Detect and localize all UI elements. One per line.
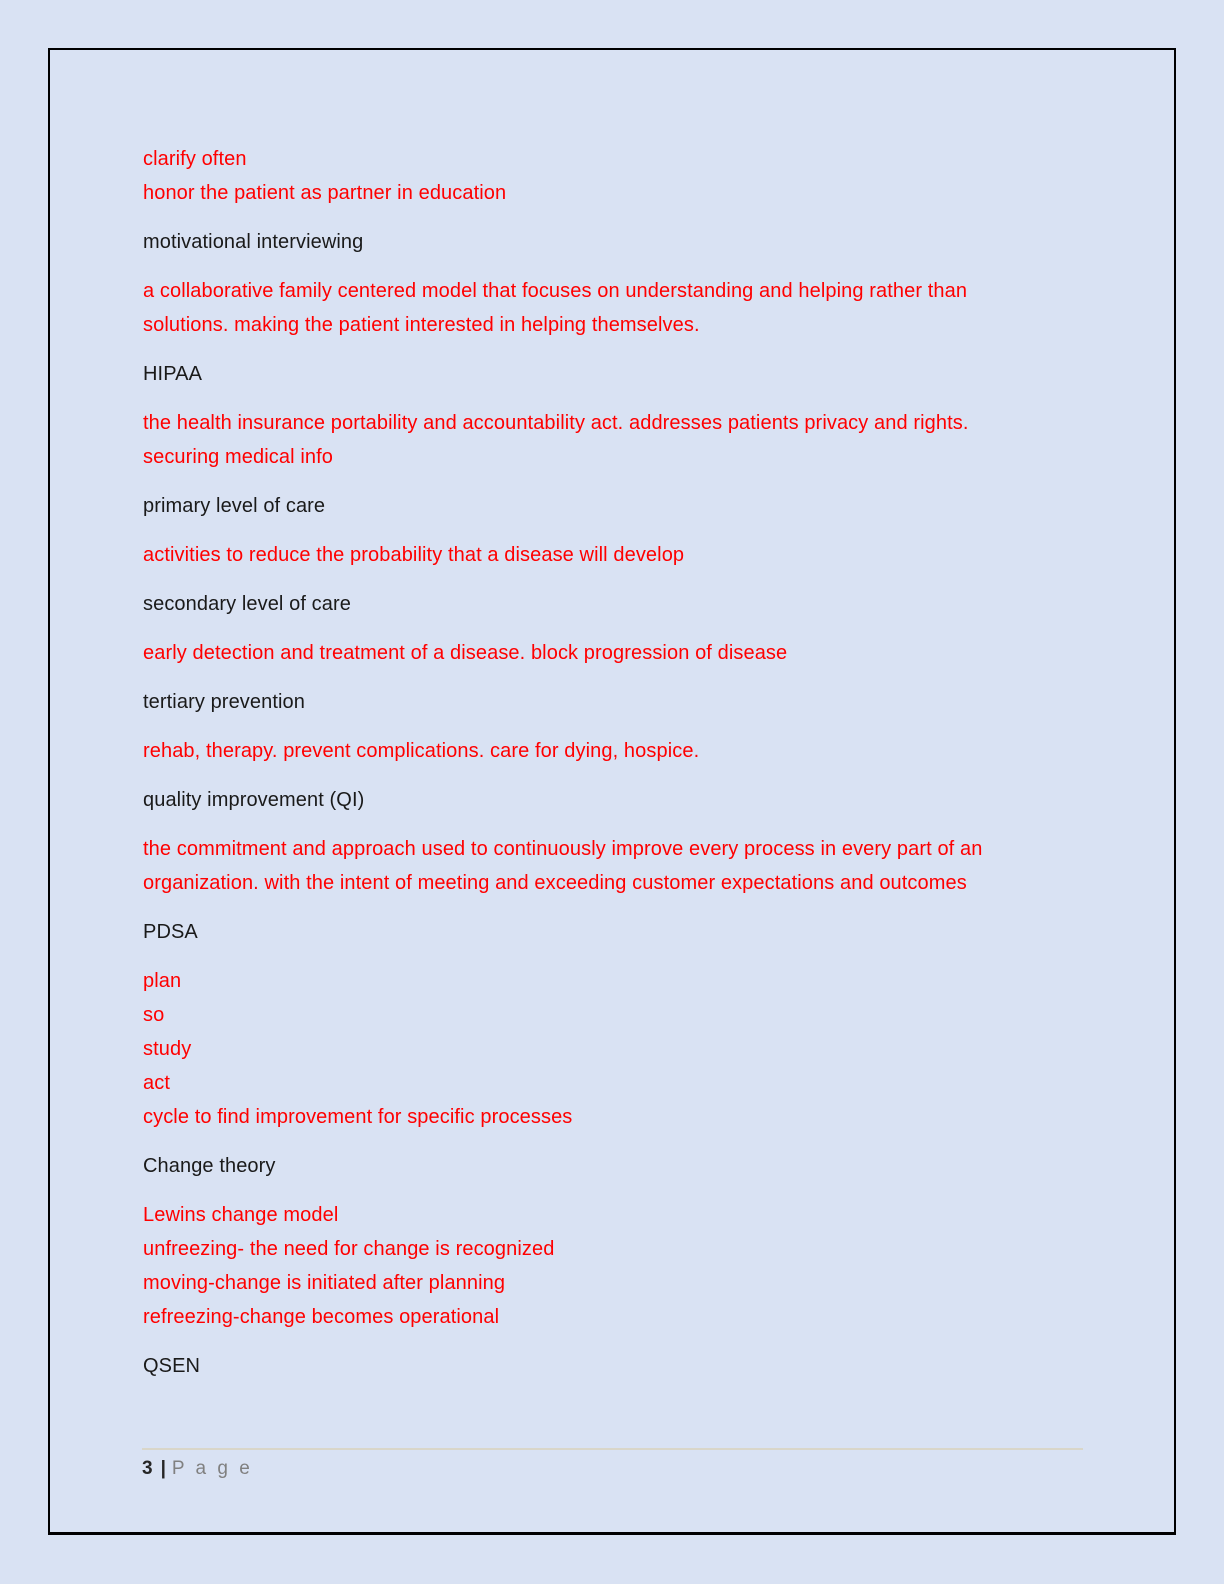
paragraph-container [143, 142, 1114, 1383]
text-line: clarify often [143, 148, 247, 170]
definition-paragraph [143, 538, 1114, 572]
text-line: securing medical info [143, 446, 333, 468]
definition-paragraph [143, 734, 1114, 768]
text-line: so [143, 1004, 165, 1026]
definition-paragraph [143, 832, 1114, 900]
term-paragraph [143, 915, 1114, 949]
text-line: QSEN [143, 1355, 201, 1377]
text-line: the commitment and approach used to continuously improve every process in every part of an [143, 838, 983, 860]
text-line: honor the patient as partner in education [143, 182, 507, 204]
footer-separator: | [160, 1458, 166, 1479]
page-footer [142, 1448, 1083, 1481]
definition-paragraph [143, 406, 1114, 474]
text-line: act [143, 1072, 170, 1094]
term-paragraph [143, 225, 1114, 259]
text-line: early detection and treatment of a disease. block progression of disease [143, 642, 788, 664]
text-line: unfreezing- the need for change is recognized [143, 1238, 555, 1260]
term-paragraph [143, 783, 1114, 817]
definition-paragraph [143, 142, 1114, 210]
document-content [50, 50, 1174, 1398]
text-line: study [143, 1038, 192, 1060]
term-paragraph [143, 587, 1114, 621]
text-line: Lewins change model [143, 1204, 339, 1226]
text-line: cycle to find improvement for specific processes [143, 1106, 573, 1128]
text-line: refreezing-change becomes operational [143, 1306, 500, 1328]
page-number: 3 [142, 1458, 153, 1479]
text-line: PDSA [143, 921, 198, 943]
text-line: a collaborative family centered model that focuses on understanding and helping rather than [143, 280, 968, 302]
definition-paragraph [143, 274, 1114, 342]
term-paragraph [143, 1149, 1114, 1183]
definition-paragraph [143, 1198, 1114, 1334]
text-line: quality improvement (QI) [143, 789, 365, 811]
term-paragraph [143, 489, 1114, 523]
text-line: rehab, therapy. prevent complications. care for dying, hospice. [143, 740, 700, 762]
text-line: tertiary prevention [143, 691, 305, 713]
page-number-area [142, 1457, 1083, 1481]
text-line: Change theory [143, 1155, 276, 1177]
page-border-frame [48, 48, 1176, 1535]
page-label: P a g e [171, 1458, 253, 1479]
text-line: HIPAA [143, 363, 203, 385]
definition-paragraph [143, 964, 1114, 1134]
text-line: secondary level of care [143, 593, 351, 615]
text-line: the health insurance portability and accountability act. addresses patients privacy and rights. [143, 412, 969, 434]
text-line: activities to reduce the probability that a disease will develop [143, 544, 685, 566]
text-line: primary level of care [143, 495, 326, 517]
term-paragraph [143, 1349, 1114, 1383]
definition-paragraph [143, 636, 1114, 670]
text-line: moving-change is initiated after planning [143, 1272, 506, 1294]
term-paragraph [143, 685, 1114, 719]
text-line: plan [143, 970, 182, 992]
term-paragraph [143, 357, 1114, 391]
text-line: motivational interviewing [143, 231, 364, 253]
footer-divider [142, 1448, 1083, 1450]
text-line: solutions. making the patient interested in helping themselves. [143, 314, 700, 336]
text-line: organization. with the intent of meeting and exceeding customer expectations and outcomes [143, 872, 967, 894]
